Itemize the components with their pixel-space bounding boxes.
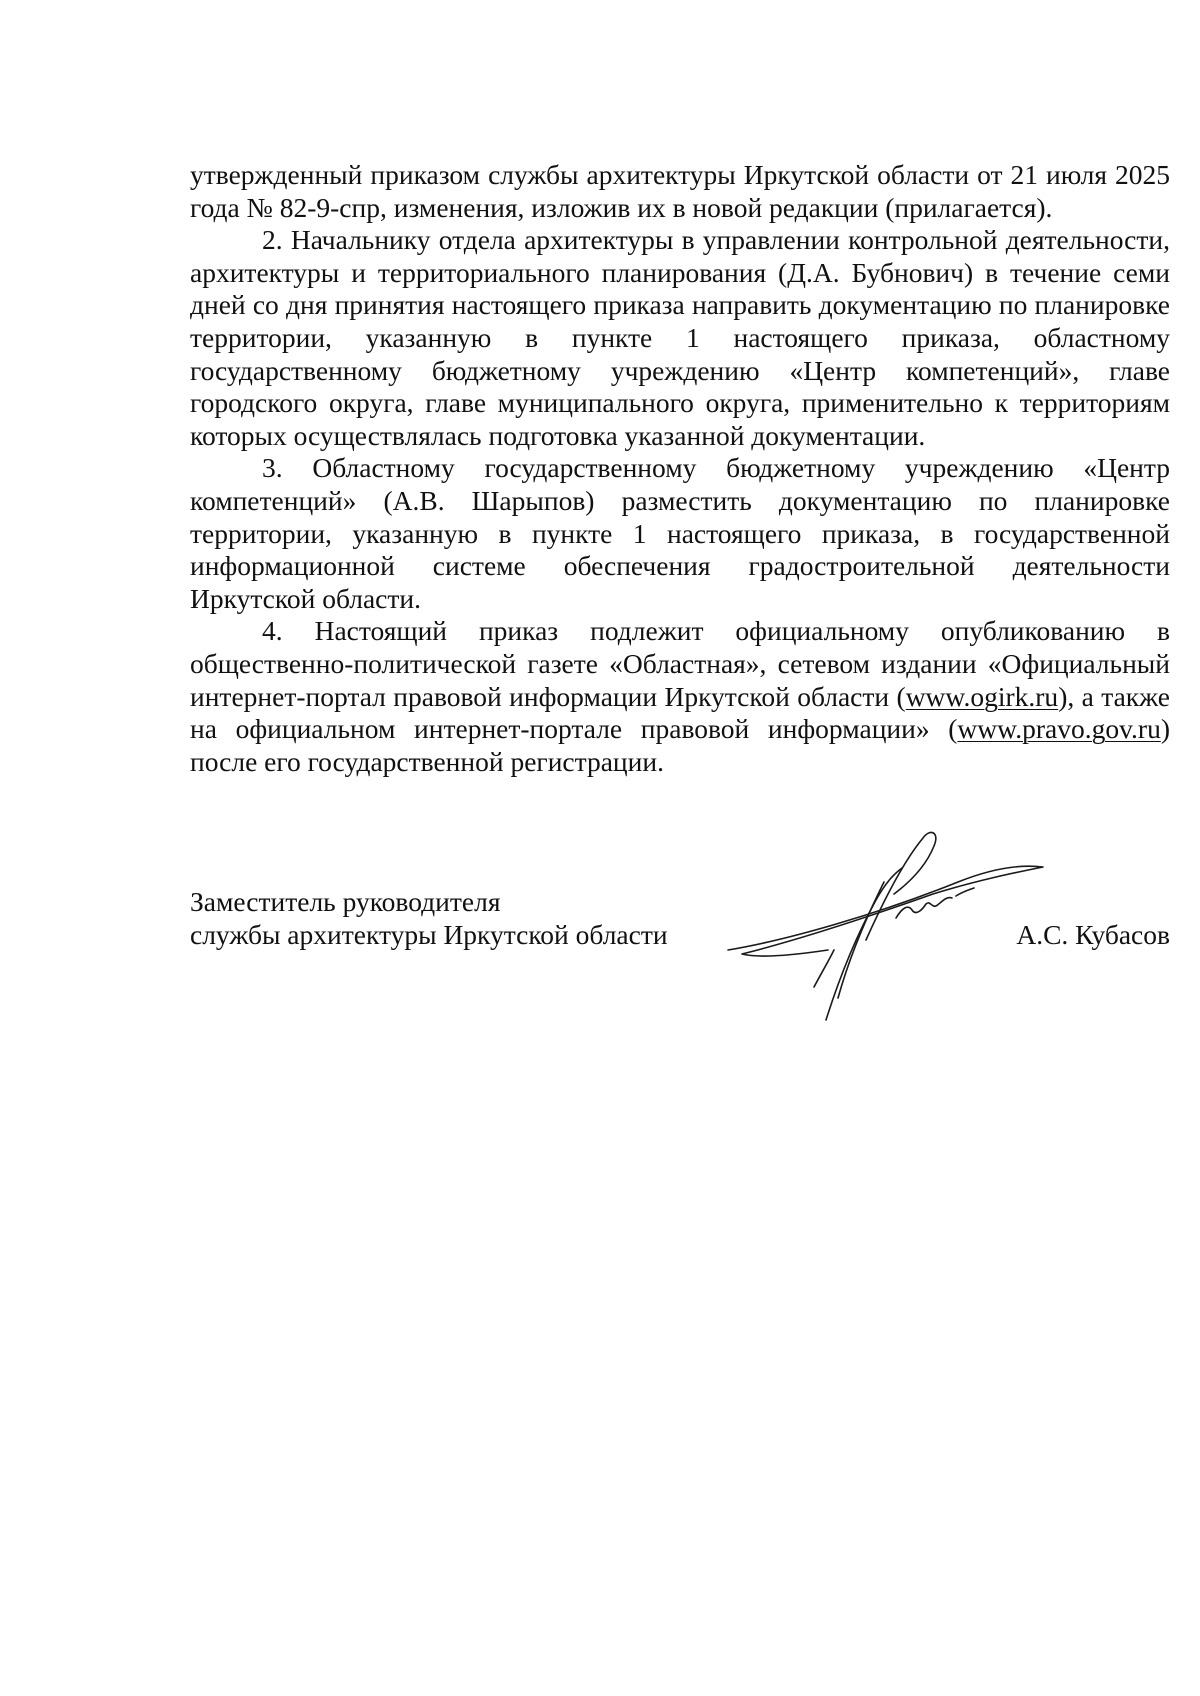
signature-loop-top <box>866 832 936 940</box>
signature-sweep <box>728 866 1043 956</box>
paragraph-text: ), а также на официальном интернет-портале правовой информации» ( <box>190 680 1170 745</box>
paragraph-text: 4. Настоящий приказ подлежит официальному опубликованию в общественно-политической газете «Областная», сетевом издании «Официальный интернет-портал правовой информации Иркутской области ( <box>190 615 1170 712</box>
paragraph-text: 3. Областному государственному бюджетному учреждению «Центр компетенций» (А.В. Шарыпов) разместить документацию по планировке территории, указанную в пункте 1 настоящего приказа, в государственной информационной системе обеспечения градостроительной деятельности Иркутской области. <box>190 452 1170 614</box>
signatory-title-line-1: Заместитель руководителя <box>190 886 501 917</box>
signatory-name: А.С. Кубасов <box>1016 919 1170 950</box>
signatory-title <box>190 885 668 951</box>
pravo-link[interactable]: www.pravo.gov.ru <box>957 713 1161 745</box>
signature-stroke-3 <box>814 950 834 987</box>
signature-tail <box>956 888 974 896</box>
paragraph-text: утвержденный приказом службы архитектуры Иркутской области от 21 июля 2025 года № 82-9-спр, изменения, изложив их в новой редакции (прилагается). <box>190 159 1170 223</box>
paragraph-text: 2. Начальнику отдела архитектуры в управлении контрольной деятельности, архитектуры и территориального планирования (Д.А. Бубнович) в течение семи дней со дня принятия настоящего приказа направить документацию по планировке территории, указанную в пункте 1 настоящего приказа, областному государственному бюджетному учреждению «Центр компетенций», главе городского округа, главе муниципального округа, применительно к территориям которых осуществлялась подготовка указанной документации. <box>190 224 1170 451</box>
ogirk-link[interactable]: www.ogirk.ru <box>905 680 1059 712</box>
paragraph-item-2 <box>190 224 1170 452</box>
paragraph-text: ) после его государственной регистрации. <box>190 713 1170 777</box>
paragraph-continuation <box>190 159 1170 224</box>
handwritten-signature <box>718 822 1058 1022</box>
paragraph-item-4 <box>190 615 1170 778</box>
signature-letters <box>896 898 952 918</box>
document-body <box>190 159 1170 778</box>
paragraph-item-3 <box>190 452 1170 615</box>
signatory-title-line-2: службы архитектуры Иркутской области <box>190 919 668 950</box>
